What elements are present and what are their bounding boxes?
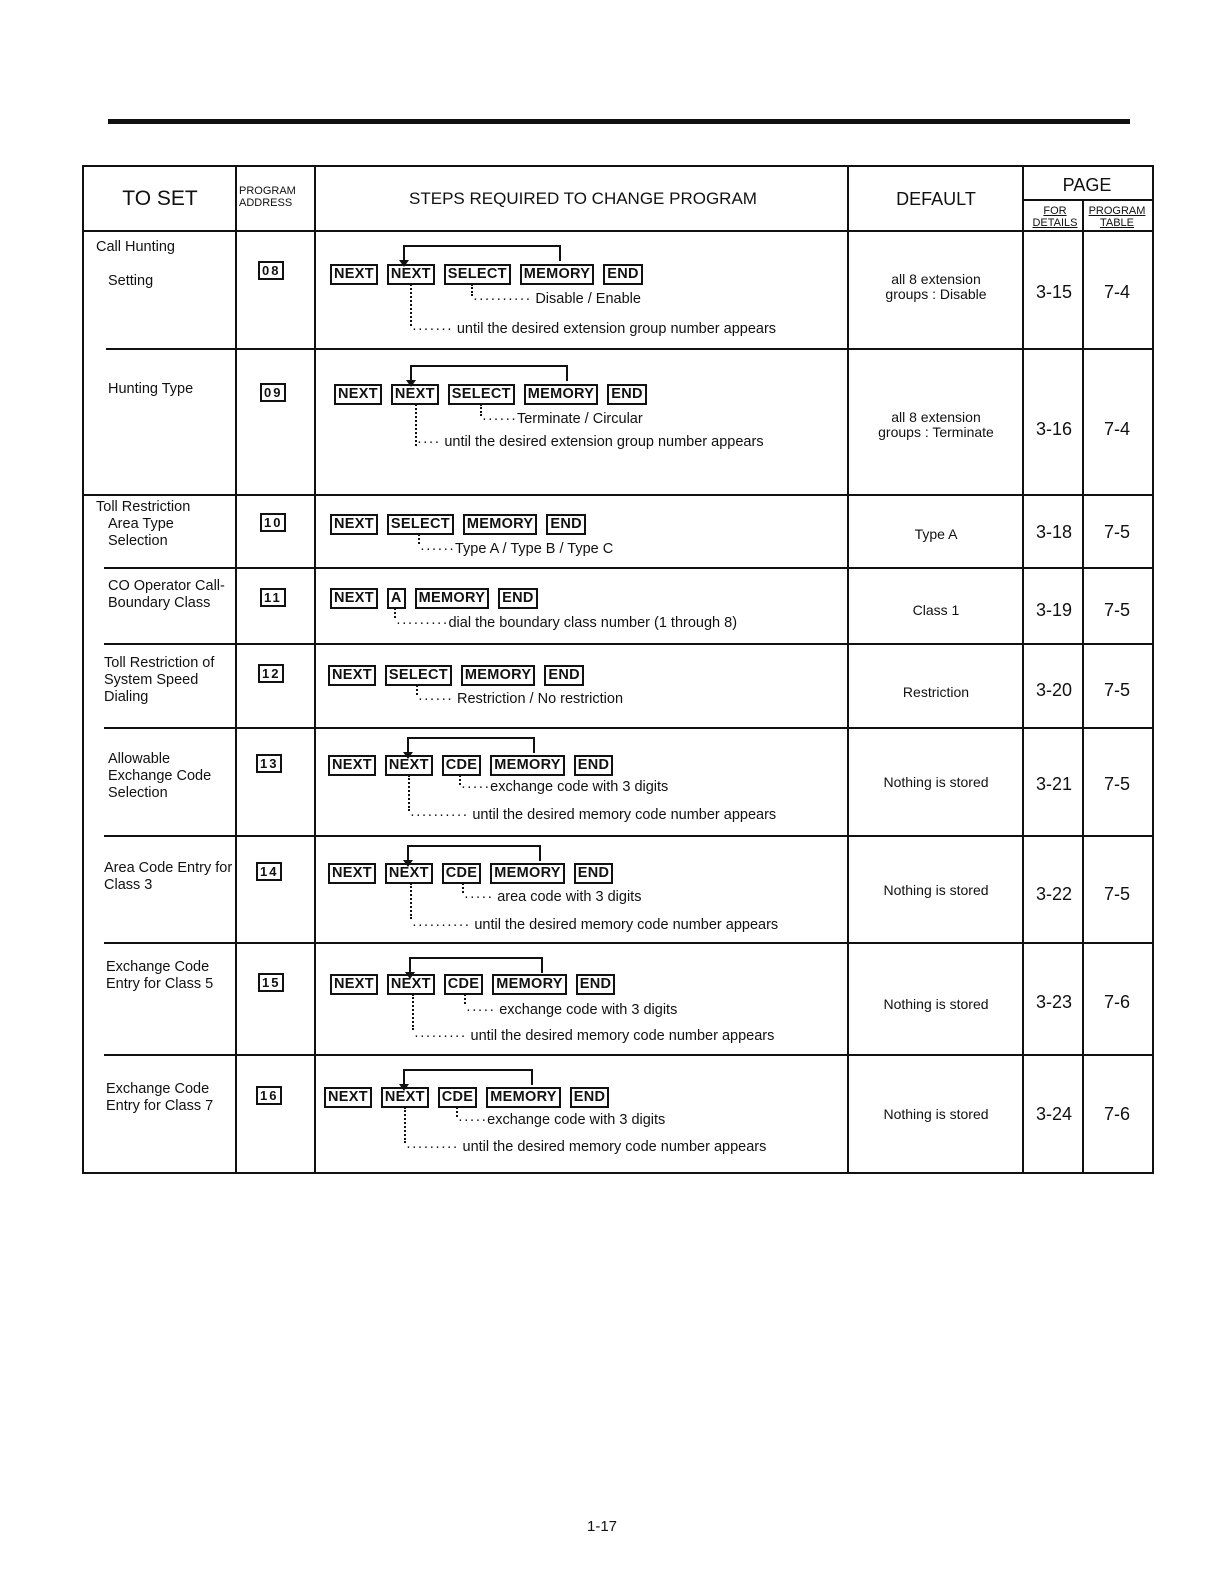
row-10-address: 10: [260, 513, 286, 532]
col-divider: [847, 167, 849, 1172]
row-14-address: 14: [256, 862, 282, 881]
row-15-table-page: 7-6: [1103, 991, 1130, 1012]
row-13-to-set: Allowable Exchange Code Selection: [108, 751, 212, 801]
key-end: END: [546, 514, 586, 535]
row-08-key-sequence: [330, 264, 643, 285]
col-divider: [1022, 167, 1024, 1172]
loop-arrow: [410, 365, 568, 381]
key-cde: CDE: [442, 863, 482, 884]
key-select: SELECT: [444, 264, 511, 285]
key-next: NEXT: [330, 974, 378, 995]
row-11-note1: ·········dial the boundary class number (1 through 8): [396, 615, 738, 631]
row-11-address: 11: [260, 588, 286, 607]
row-separator: [84, 494, 1152, 496]
row-08-table-page: 7-4: [1103, 281, 1130, 302]
key-next: NEXT: [328, 863, 376, 884]
page-subheader-line: [1022, 199, 1152, 201]
row-12-details-page: 3-20: [1035, 679, 1073, 700]
key-end: END: [607, 384, 647, 405]
loop-arrow: [407, 845, 541, 861]
loop-arrow: [403, 245, 561, 261]
row-14-key-sequence: [328, 863, 613, 884]
row-12-address: 12: [258, 664, 284, 683]
row-10-to-set: Toll Restriction Area Type Selection: [96, 499, 191, 549]
key-memory: MEMORY: [486, 1087, 561, 1108]
key-select: SELECT: [448, 384, 515, 405]
row-09-key-sequence: [334, 384, 647, 405]
row-11-key-sequence: [330, 588, 538, 609]
key-memory: MEMORY: [492, 974, 567, 995]
row-16-to-set: Exchange Code Entry for Class 7: [106, 1081, 214, 1114]
row-08-to-set: Call Hunting Setting: [96, 239, 175, 289]
row-13-table-page: 7-5: [1103, 773, 1130, 794]
row-09-default: all 8 extension groups : Terminate: [878, 409, 994, 440]
loop-arrow: [409, 957, 543, 973]
row-14-note1: ····· area code with 3 digits: [464, 889, 642, 905]
row-16-note2: ········· until the desired memory code number appears: [406, 1139, 767, 1155]
row-09-table-page: 7-4: [1103, 418, 1130, 439]
key-end: END: [574, 863, 614, 884]
loop-arrow: [403, 1069, 533, 1085]
key-next: NEXT: [385, 755, 433, 776]
row-14-details-page: 3-22: [1035, 883, 1073, 904]
row-16-table-page: 7-6: [1103, 1103, 1130, 1124]
header-program-table: PROGRAM TABLE: [1088, 205, 1146, 229]
key-memory: MEMORY: [490, 755, 565, 776]
key-memory: MEMORY: [463, 514, 538, 535]
col-divider: [314, 167, 316, 1172]
key-memory: MEMORY: [524, 384, 599, 405]
row-14-to-set: Area Code Entry for Class 3: [104, 860, 233, 893]
key-memory: MEMORY: [520, 264, 595, 285]
key-end: END: [570, 1087, 610, 1108]
row-12-default: Restriction: [902, 683, 970, 700]
row-10-key-sequence: [330, 514, 586, 535]
row-16-default: Nothing is stored: [883, 1105, 989, 1122]
header-separator: [84, 230, 1152, 232]
row-separator: [106, 348, 1152, 350]
header-default: DEFAULT: [896, 188, 976, 209]
row-09-note2: ···· until the desired extension group number appears: [417, 434, 764, 450]
key-cde: CDE: [438, 1087, 478, 1108]
key-cde: CDE: [444, 974, 484, 995]
row-09-to-set: Hunting Type: [108, 381, 194, 397]
header-program-address: PROGRAM ADDRESS: [239, 185, 296, 209]
row-16-details-page: 3-24: [1035, 1103, 1073, 1124]
program-table: [82, 165, 1154, 1174]
row-10-default: Type A: [914, 525, 958, 542]
header-to-set: TO SET: [122, 187, 198, 210]
row-14-default: Nothing is stored: [883, 881, 989, 898]
top-rule: [108, 119, 1130, 124]
row-15-address: 15: [258, 973, 284, 992]
key-select: SELECT: [385, 665, 452, 686]
key-select: SELECT: [387, 514, 454, 535]
row-08-address: 08: [258, 261, 284, 280]
key-end: END: [576, 974, 616, 995]
row-13-details-page: 3-21: [1035, 773, 1073, 794]
loop-arrow: [407, 737, 535, 753]
row-10-details-page: 3-18: [1035, 521, 1073, 542]
row-11-table-page: 7-5: [1103, 599, 1130, 620]
row-12-key-sequence: [328, 665, 584, 686]
row-09-note1: ······Terminate / Circular: [482, 411, 643, 427]
key-next: NEXT: [328, 665, 376, 686]
row-16-key-sequence: [324, 1087, 609, 1108]
key-next: NEXT: [387, 264, 435, 285]
key-end: END: [498, 588, 538, 609]
row-15-default: Nothing is stored: [883, 995, 989, 1012]
row-12-table-page: 7-5: [1103, 679, 1130, 700]
row-separator: [104, 1054, 1152, 1056]
key-next: NEXT: [330, 514, 378, 535]
key-next: NEXT: [334, 384, 382, 405]
row-14-note2: ·········· until the desired memory code number appears: [412, 917, 779, 933]
row-13-key-sequence: [328, 755, 613, 776]
row-15-key-sequence: [330, 974, 615, 995]
row-separator: [104, 942, 1152, 944]
row-separator: [104, 727, 1152, 729]
row-separator: [104, 835, 1152, 837]
row-separator: [104, 643, 1152, 645]
row-08-default: all 8 extension groups : Disable: [885, 271, 987, 302]
key-next: NEXT: [328, 755, 376, 776]
row-08-details-page: 3-15: [1035, 281, 1073, 302]
dotted-guide: [410, 284, 412, 326]
row-09-address: 09: [260, 383, 286, 402]
key-cde: CDE: [442, 755, 482, 776]
key-next: NEXT: [387, 974, 435, 995]
row-12-to-set: Toll Restriction of System Speed Dialing: [104, 655, 215, 705]
key-memory: MEMORY: [415, 588, 490, 609]
row-15-details-page: 3-23: [1035, 991, 1073, 1012]
dotted-guide: [408, 775, 410, 811]
row-08-note1: ·········· Disable / Enable: [473, 291, 641, 307]
row-14-table-page: 7-5: [1103, 883, 1130, 904]
key-next: NEXT: [381, 1087, 429, 1108]
row-10-note1: ······Type A / Type B / Type C: [420, 541, 614, 557]
header-for-details: FOR DETAILS: [1032, 205, 1078, 229]
col-divider: [235, 167, 237, 1172]
key-end: END: [603, 264, 643, 285]
key-memory: MEMORY: [461, 665, 536, 686]
row-11-details-page: 3-19: [1035, 599, 1073, 620]
row-12-note1: ······ Restriction / No restriction: [418, 691, 624, 707]
key-next: NEXT: [330, 588, 378, 609]
row-15-note2: ········· until the desired memory code number appears: [414, 1028, 775, 1044]
row-16-note1: ·····exchange code with 3 digits: [458, 1112, 666, 1128]
key-end: END: [574, 755, 614, 776]
row-09-details-page: 3-16: [1035, 418, 1073, 439]
key-next: NEXT: [330, 264, 378, 285]
row-13-note2: ·········· until the desired memory code number appears: [410, 807, 777, 823]
dotted-guide: [410, 883, 412, 919]
row-08-note2: ······· until the desired extension group number appears: [412, 321, 777, 337]
key-a: A: [387, 588, 406, 609]
key-end: END: [544, 665, 584, 686]
header-steps: STEPS REQUIRED TO CHANGE PROGRAM: [409, 189, 757, 208]
row-13-note1: ·····exchange code with 3 digits: [461, 779, 669, 795]
row-13-default: Nothing is stored: [883, 773, 989, 790]
row-11-default: Class 1: [912, 601, 960, 618]
row-15-to-set: Exchange Code Entry for Class 5: [106, 959, 214, 992]
row-10-table-page: 7-5: [1103, 521, 1130, 542]
header-page: PAGE: [1062, 174, 1112, 195]
row-11-to-set: CO Operator Call-Boundary Class: [108, 578, 225, 611]
row-15-note1: ····· exchange code with 3 digits: [466, 1002, 678, 1018]
page-number: 1-17: [586, 1518, 618, 1535]
dotted-guide: [404, 1107, 406, 1143]
row-separator: [104, 567, 1152, 569]
key-next: NEXT: [324, 1087, 372, 1108]
row-16-address: 16: [256, 1086, 282, 1105]
key-next: NEXT: [385, 863, 433, 884]
key-memory: MEMORY: [490, 863, 565, 884]
dotted-guide: [412, 994, 414, 1030]
row-13-address: 13: [256, 754, 282, 773]
key-next: NEXT: [391, 384, 439, 405]
